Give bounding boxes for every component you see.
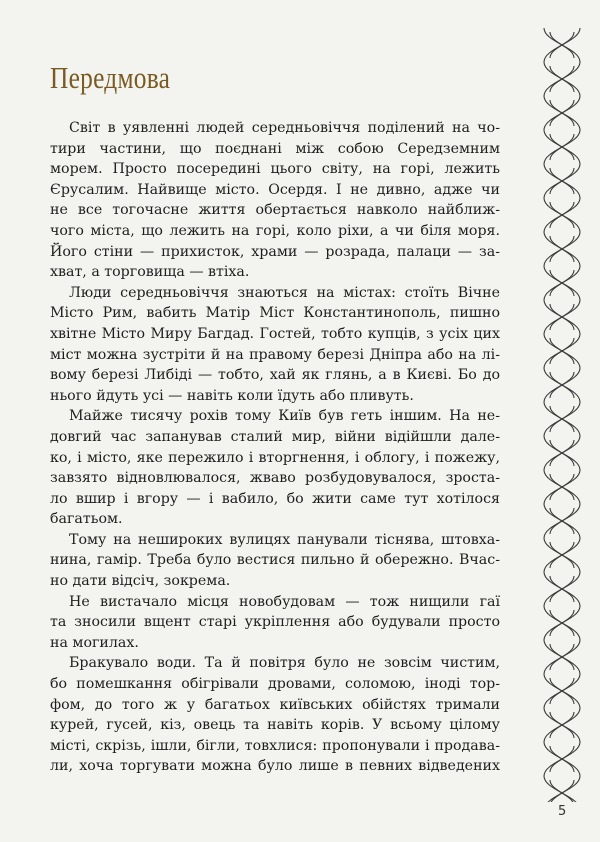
text-line: ко, і місто, яке пережило і вторгнення, і облогу, і пожежу,	[50, 449, 500, 466]
text-line: вому березі Либіді — тобто, хай як глянь, а в Києві. Бо до	[50, 367, 500, 384]
knot-strand	[550, 304, 574, 330]
text-line: Бракувало води. Та й повітря було не зовсім чистим,	[69, 655, 500, 672]
knot-strand	[550, 712, 574, 738]
text-line: хват, а торговища — втіха.	[50, 264, 250, 281]
knot-strand	[550, 610, 574, 636]
knot-strand	[550, 168, 574, 194]
text-line: нього йдуть усі — навіть коли їдуть або пливуть.	[50, 387, 414, 404]
knot-strand	[550, 508, 574, 534]
text-line: багатьом.	[50, 511, 123, 528]
text-line: Не вистачало місця новобудовам — тож нищили гаї	[69, 593, 500, 610]
knot-strand	[550, 236, 574, 262]
text-line: хвітне Місто Миру Багдад. Гостей, тобто купців, з усіх цих	[50, 325, 500, 342]
text-line: та зносили вщент старі укріплення або будували просто	[50, 614, 500, 631]
text-line: курей, гусей, кіз, овець та навіть корів. У всьому цілому	[50, 717, 500, 734]
knot-strand	[544, 776, 580, 802]
knot-strand	[550, 32, 574, 58]
knot-strand	[550, 338, 574, 364]
text-line: завзято відновлювалося, жваво розбудовувалося, зроста-	[50, 470, 500, 487]
body-text	[50, 118, 500, 777]
text-line: на могилах.	[50, 634, 139, 651]
page-title: Передмова	[50, 60, 171, 95]
text-line: місті, скрізь, ішли, бігли, товхлися: пропонували і продава-	[50, 737, 500, 754]
text-line: Його стіни — прихисток, храми — розрада, палаци — за-	[50, 243, 500, 260]
text-line: Майже тисячу рохів тому Київ був геть іншим. На не-	[69, 408, 500, 425]
knot-strand	[550, 134, 574, 160]
knot-strand	[550, 678, 574, 704]
knot-strand	[550, 202, 574, 228]
text-line: Місто Рим, вабить Матір Міст Константинополь, пишно	[50, 305, 500, 322]
knot-strand	[550, 542, 574, 568]
celtic-knot-border-icon	[540, 28, 584, 802]
text-line: Люди середньовіччя знаються на містах: стоїть Вічне	[69, 284, 500, 301]
knot-strand	[550, 406, 574, 432]
text-line: ли, хоча торгувати можна було лише в певних відведених	[50, 758, 500, 775]
text-line: морем. Просто посередині цього світу, на горі, лежить	[50, 161, 500, 178]
text-line: довгий час запанував сталий мир, війни відійшли дале-	[50, 428, 500, 445]
paragraph	[50, 283, 500, 407]
knot-strand	[550, 372, 574, 398]
paragraph	[50, 592, 500, 654]
text-line: Світ в уявленні людей середньовіччя поділений на чо-	[69, 120, 500, 136]
paragraph	[50, 653, 500, 777]
knot-strand	[550, 746, 574, 772]
paragraph	[50, 406, 500, 530]
text-line: фом, до того ж у багатьох київських обійстях тримали	[50, 696, 500, 713]
page-number: 5	[558, 804, 567, 819]
paragraph	[50, 118, 500, 283]
knot-strand	[550, 576, 574, 602]
text-line: не все тогочасне життя обертається навколо найближ-	[50, 202, 500, 219]
knot-strand	[550, 474, 574, 500]
text-line: тири частини, що поєднані між собою Середземним	[50, 140, 500, 157]
knot-strand	[550, 440, 574, 466]
text-line: но дати відсіч, зокрема.	[50, 573, 231, 590]
paragraph	[50, 530, 500, 592]
knot-strand	[544, 776, 580, 802]
knot-strand	[550, 644, 574, 670]
text-line: бо помешкання обігрівали дровами, соломою, іноді тор-	[50, 676, 500, 693]
knot-strand	[550, 66, 574, 92]
text-line: Тому на нешироких вулицях панували тіснява, штовха-	[69, 531, 500, 548]
text-line: Єрусалим. Найвище місто. Осердя. І не дивно, адже чи	[50, 181, 500, 198]
text-line: міст можна зустріти й на правому березі Дніпра або на лі-	[50, 346, 500, 363]
text-line: чого міста, що лежить на горі, коло ріхи, а чи біля моря.	[50, 222, 500, 239]
knot-strand	[550, 270, 574, 296]
knot-strand	[550, 100, 574, 126]
text-line: ло вшир і вгору — і вабило, бо жити саме тут хотілося	[50, 490, 500, 507]
text-line: нина, гамір. Треба було вестися пильно й обережно. Вчас-	[50, 552, 500, 569]
